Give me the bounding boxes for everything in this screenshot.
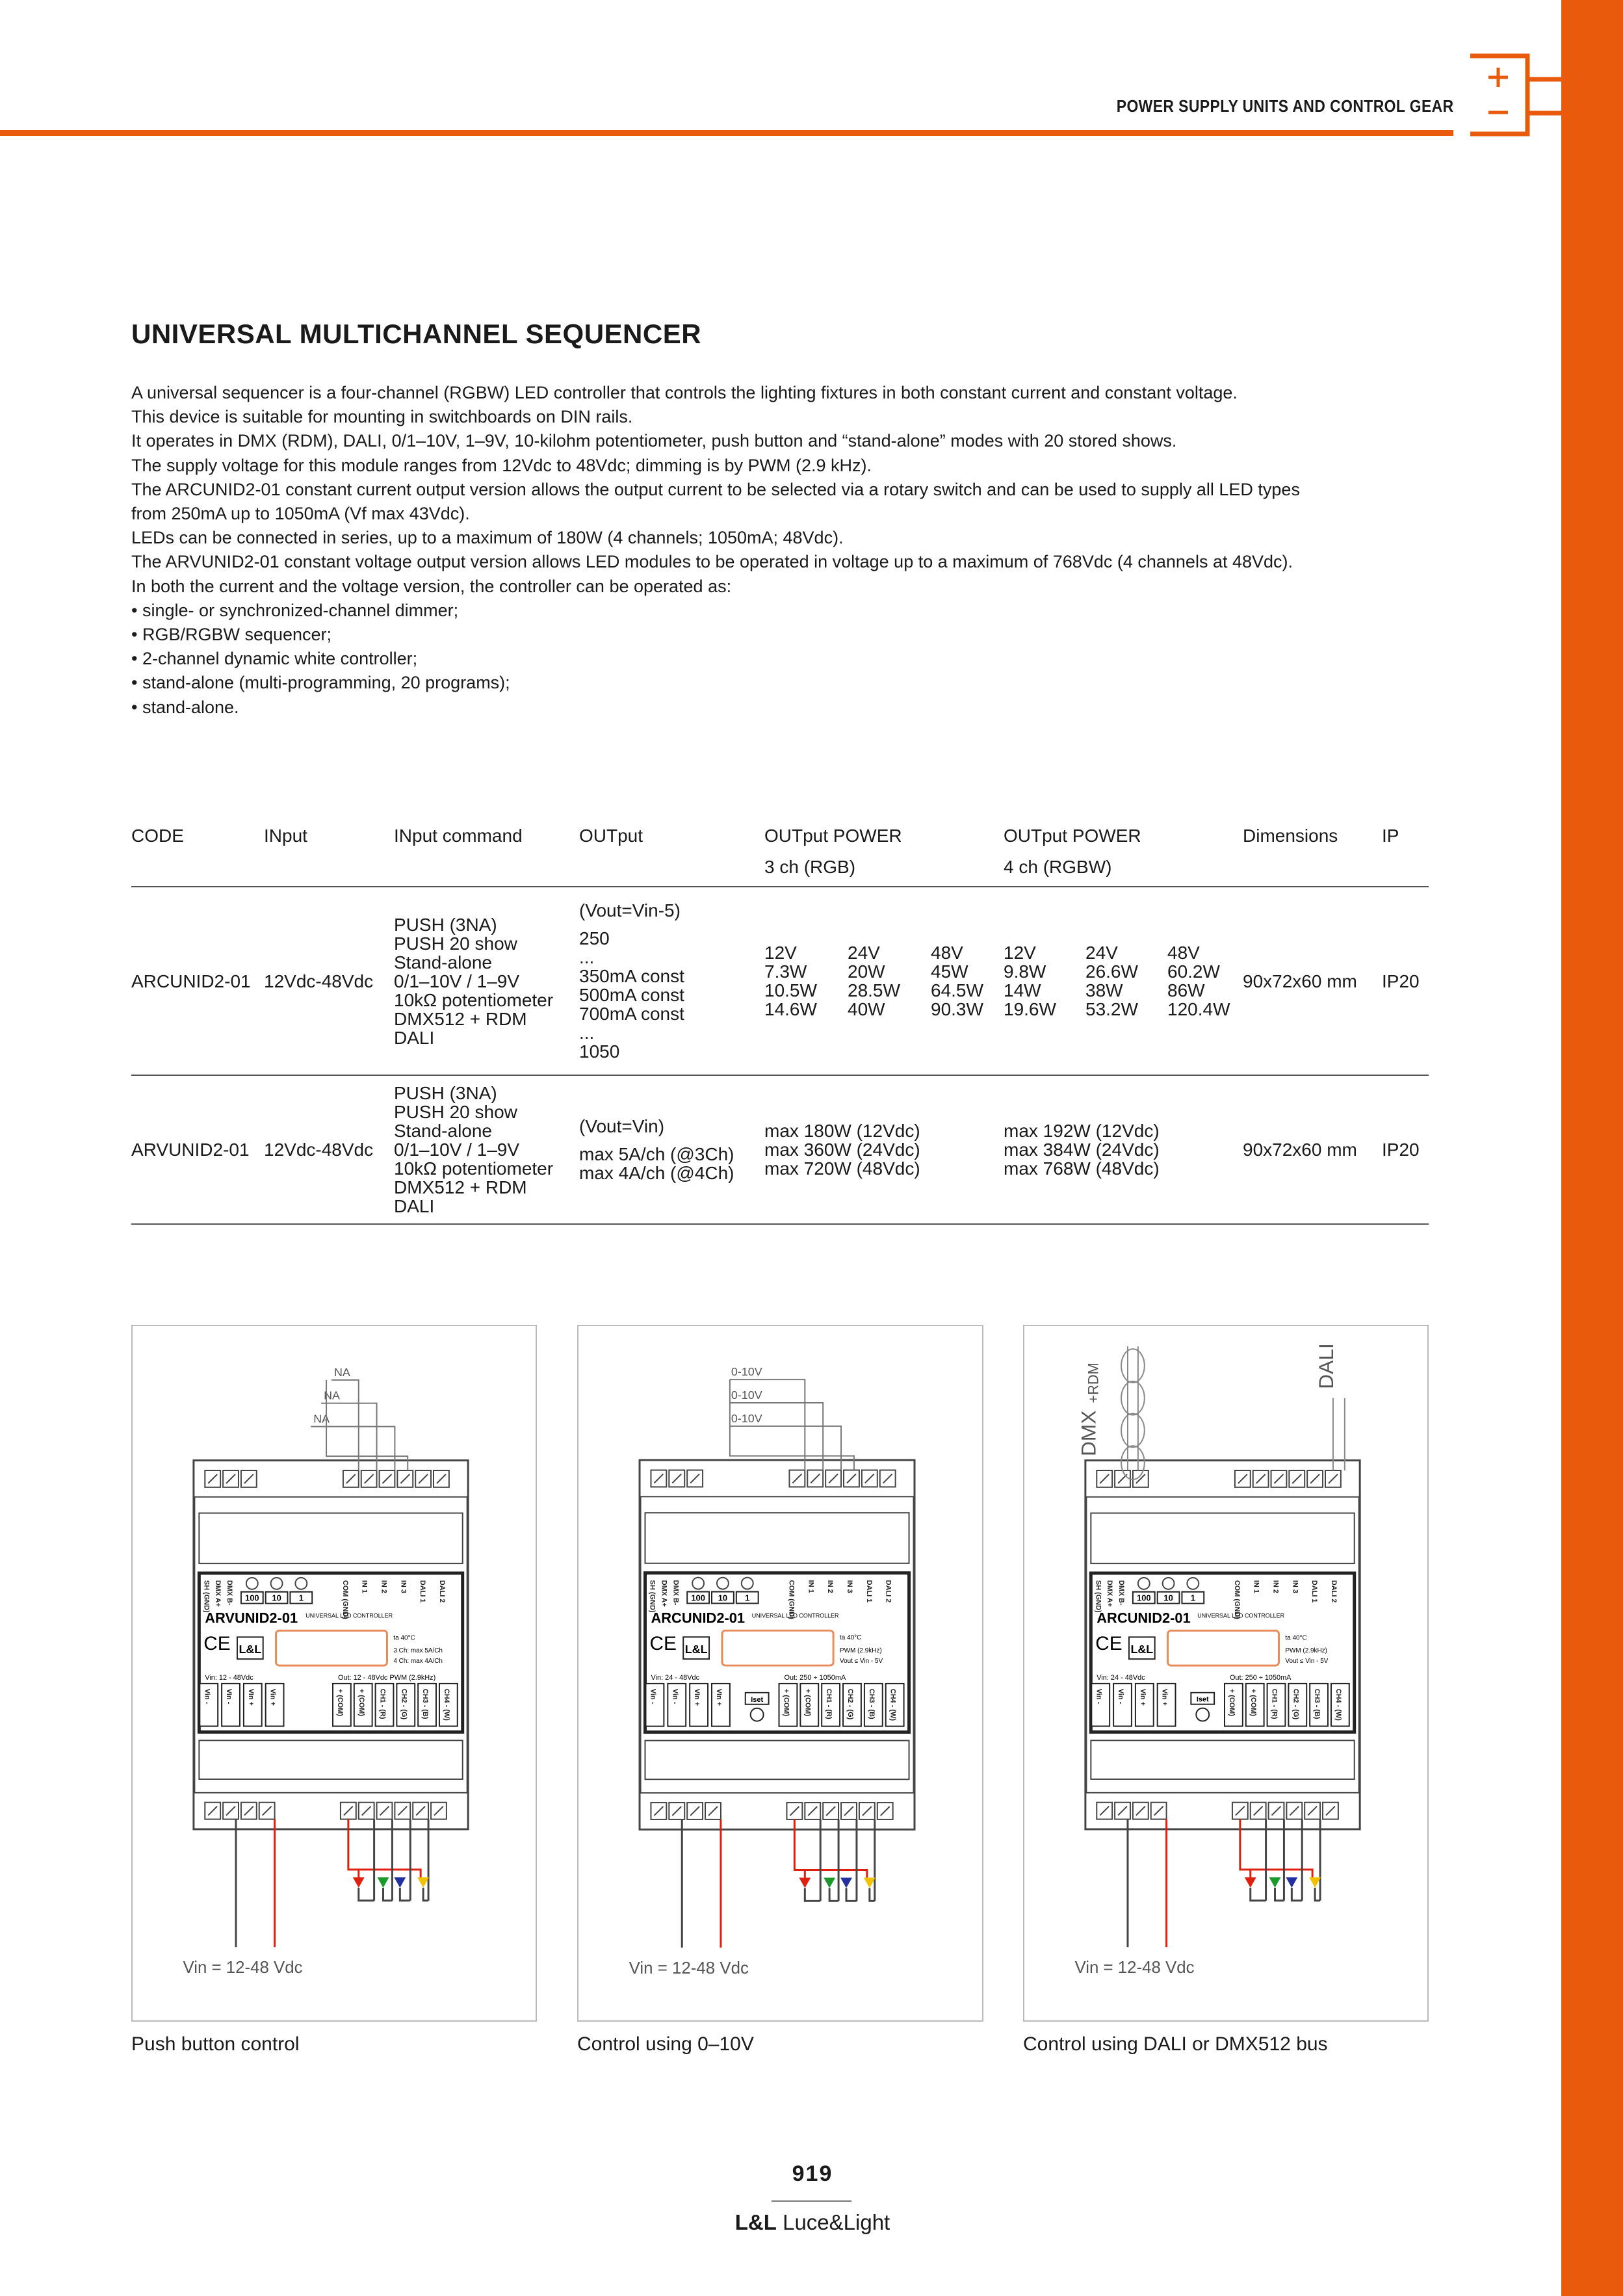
bus-label-dmx: DMX xyxy=(1076,1410,1100,1457)
vin-label: Vin = 12-48 Vdc xyxy=(629,1959,749,1977)
led-wire xyxy=(1292,1888,1302,1901)
module-spec: Out: 12 - 48Vdc PWM (2.9kHz) xyxy=(337,1673,436,1682)
intro-line: A universal sequencer is a four-channel (RGBW) LED controller that controls the lighting fixtures in both constant current and constant voltage. xyxy=(131,383,1238,402)
cell-input: 12Vdc-48Vdc xyxy=(264,887,394,1075)
bus-twist xyxy=(1121,1414,1145,1448)
terminal-label: Vin - xyxy=(203,1688,211,1704)
dial-label: 10 xyxy=(1163,1593,1173,1603)
diagram-caption: Control using 0–10V xyxy=(577,2033,754,2055)
terminal-label: IN 3 xyxy=(399,1580,408,1593)
module-spec: Vout ≤ Vin - 5V xyxy=(840,1658,883,1665)
rotary-dial xyxy=(1163,1578,1175,1589)
rotary-dial xyxy=(1187,1578,1199,1589)
th-ip: IP xyxy=(1382,826,1399,846)
rotary-dial xyxy=(295,1578,307,1589)
led-arrow-icon xyxy=(864,1877,876,1888)
terminal-label: + (COM) xyxy=(335,1688,344,1716)
model-name: ARCUNID2-01 xyxy=(1097,1610,1191,1626)
cell-ip: IP20 xyxy=(1382,1075,1429,1224)
terminal-label: CH2 - (G) xyxy=(1292,1688,1300,1720)
module-spec: Vin: 12 - 48Vdc xyxy=(205,1673,253,1682)
terminal-label: Vin + xyxy=(693,1688,701,1706)
terminal-label: DALI 2 xyxy=(884,1580,892,1603)
intro-bullet: • stand-alone. xyxy=(131,697,239,717)
terminal-label: IN 2 xyxy=(1271,1580,1280,1593)
th-power4: OUTput POWER xyxy=(1004,826,1141,846)
label-field xyxy=(722,1630,833,1665)
cell-command: PUSH (3NA) PUSH 20 show Stand-alone 0/1–10V / 1–9V 10kΩ potentiometer DMX512 + RDM DALI xyxy=(394,887,579,1075)
terminal-label: DMX A+ xyxy=(1106,1580,1114,1608)
terminal-label: + (COM) xyxy=(782,1688,790,1717)
module-window xyxy=(645,1513,909,1563)
terminal-label: IN 2 xyxy=(826,1580,835,1593)
rotary-dial xyxy=(246,1578,258,1589)
led-wire xyxy=(1275,1888,1284,1901)
led-arrow-icon xyxy=(1286,1877,1297,1888)
terminal-label: Vin + xyxy=(246,1688,255,1706)
bus-label-rdm: +RDM xyxy=(1085,1363,1102,1403)
terminal-label: CH1 - (R) xyxy=(825,1688,833,1719)
header-rule xyxy=(0,130,1453,136)
diagram-caption: Push button control xyxy=(131,2033,300,2055)
terminal-label: DMX B- xyxy=(671,1580,680,1606)
page-number: 919 xyxy=(792,2161,833,2186)
terminal-label: CH4 - (W) xyxy=(889,1688,897,1721)
cell-code: ARVUNID2-01 xyxy=(131,1075,264,1224)
module-spec: PWM (2.9kHz) xyxy=(1285,1647,1327,1655)
terminal-label: IN 1 xyxy=(1252,1580,1260,1593)
terminal-label: + (COM) xyxy=(1249,1688,1257,1716)
diagram-caption: Control using DALI or DMX512 bus xyxy=(1023,2033,1328,2055)
terminal-label: Vin - xyxy=(1117,1688,1125,1704)
intro-line: LEDs can be connected in series, up to a maximum of 180W (4 channels; 1050mA; 48Vdc). xyxy=(131,528,844,548)
terminal-label: CH3 - (B) xyxy=(867,1688,876,1719)
th-output: OUTput xyxy=(579,826,643,846)
th-code: CODE xyxy=(131,826,184,846)
module-window xyxy=(199,1740,462,1779)
dial-label: 100 xyxy=(1137,1593,1151,1603)
cell-output: (Vout=Vin) max 5A/ch (@3Ch) max 4A/ch (@4Ch) xyxy=(579,1075,764,1224)
terminal-label: SH (GND) xyxy=(648,1580,656,1613)
terminal-label: + (COM) xyxy=(803,1688,812,1717)
terminal-label: DALI 2 xyxy=(1329,1580,1338,1603)
dial-label: 100 xyxy=(691,1593,705,1603)
module-spec: Vin: 24 - 48Vdc xyxy=(651,1673,700,1682)
cell-dimensions: 90x72x60 mm xyxy=(1243,887,1382,1075)
diagram-svg xyxy=(578,1326,982,2020)
terminal-label: CH3 - (B) xyxy=(1313,1688,1321,1719)
bus-twist xyxy=(1121,1381,1145,1415)
terminal-label: CH4 - (W) xyxy=(1334,1688,1342,1721)
table-row xyxy=(131,887,1429,1075)
th-power3-sub: 3 ch (RGB) xyxy=(764,857,1004,887)
terminal-label: COM (GND) xyxy=(341,1580,349,1619)
spec-table xyxy=(131,826,1429,1225)
module-spec: Out: 250 ÷ 1050mA xyxy=(784,1673,846,1682)
th-input: INput xyxy=(264,826,307,846)
com-branch xyxy=(348,1870,359,1877)
input-label: 0-10V xyxy=(731,1411,762,1425)
terminal-label: DMX A+ xyxy=(214,1580,222,1608)
input-label: NA xyxy=(313,1412,330,1426)
terminal-label: Vin - xyxy=(225,1688,233,1704)
ce-mark: CE xyxy=(1095,1633,1123,1655)
terminal-label: DALI 1 xyxy=(864,1580,873,1603)
module-spec: ta 40°C xyxy=(393,1634,415,1642)
intro-line: This device is suitable for mounting in switchboards on DIN rails. xyxy=(131,407,633,427)
module-spec: 3 Ch: max 5A/Ch xyxy=(393,1647,443,1655)
vin-label: Vin = 12-48 Vdc xyxy=(1074,1959,1195,1977)
rotary-dial xyxy=(271,1578,283,1589)
terminal-label: Vin + xyxy=(268,1688,277,1706)
terminal-label: IN 3 xyxy=(846,1580,853,1593)
led-wire xyxy=(400,1888,410,1901)
module-subtitle: UNIVERSAL LED CONTROLLER xyxy=(751,1612,839,1619)
terminal-label: CH2 - (G) xyxy=(846,1688,854,1720)
cell-power3: 12V 24V 48V 7.3W 20W 45W 10.5W 28.5W 64.5W 14.6W 40W 90.3W xyxy=(764,887,1004,1075)
intro-bullet: • stand-alone (multi-programming, 20 programs); xyxy=(131,673,510,693)
led-wire xyxy=(359,1888,374,1901)
led-arrow-icon xyxy=(1245,1877,1256,1888)
dial-label: 10 xyxy=(718,1593,728,1603)
cell-power4: 12V 24V 48V 9.8W 26.6W 60.2W 14W 38W 86W 19.6W 53.2W 120.4W xyxy=(1004,887,1243,1075)
terminal-label: CH2 - (G) xyxy=(400,1688,408,1720)
intro-bullet: • RGB/RGBW sequencer; xyxy=(131,625,332,645)
input-label: NA xyxy=(334,1365,350,1379)
terminal-label: Vin - xyxy=(649,1688,657,1704)
terminal-label: IN 1 xyxy=(807,1580,815,1593)
rotary-dial xyxy=(742,1578,753,1589)
led-wire xyxy=(805,1888,820,1901)
bus-label-dali: DALI xyxy=(1314,1343,1338,1389)
cell-command: PUSH (3NA) PUSH 20 show Stand-alone 0/1–10V / 1–9V 10kΩ potentiometer DMX512 + RDM DALI xyxy=(394,1075,579,1224)
model-name: ARCUNID2-01 xyxy=(651,1610,746,1626)
bus-twist xyxy=(1121,1349,1145,1383)
led-wire xyxy=(383,1888,393,1901)
label-field xyxy=(276,1630,387,1665)
page-number-rule xyxy=(772,2200,851,2202)
terminal-label: DMX B- xyxy=(226,1580,234,1606)
module-subtitle: UNIVERSAL LED CONTROLLER xyxy=(305,1612,393,1619)
terminal-label: + (COM) xyxy=(1227,1688,1236,1716)
terminal-label: Vin - xyxy=(1095,1688,1103,1704)
ce-mark: CE xyxy=(649,1633,677,1655)
led-arrow-icon xyxy=(353,1877,365,1888)
cell-output: (Vout=Vin-5) 250 ... 350mA const 500mA const 700mA const ... 1050 xyxy=(579,887,764,1075)
com-branch xyxy=(794,1870,805,1878)
module-spec: Vout ≤ Vin - 5V xyxy=(1285,1658,1329,1665)
com-branch xyxy=(1240,1870,1251,1877)
module-window xyxy=(645,1741,909,1780)
module-spec: PWM (2.9kHz) xyxy=(840,1647,882,1655)
rotary-dial xyxy=(717,1578,729,1589)
led-arrow-icon xyxy=(378,1877,389,1888)
terminal-label: DMX A+ xyxy=(660,1580,668,1607)
terminal-label: DMX B- xyxy=(1117,1580,1126,1606)
input-label: 0-10V xyxy=(731,1389,762,1402)
intro-line: It operates in DMX (RDM), DALI, 0/1–10V, 1–9V, 10-kilohm potentiometer, push button and “stand-alone” modes with 20 stored shows. xyxy=(131,431,1177,451)
label-field xyxy=(1168,1630,1279,1665)
diagram-svg xyxy=(133,1326,536,2020)
terminal-label: CH1 - (R) xyxy=(378,1688,387,1719)
wiring-diagram-0-10v xyxy=(577,1325,983,2022)
cell-ip: IP20 xyxy=(1382,887,1429,1075)
footer-brand: L&L Luce&Light xyxy=(734,2210,890,2234)
input-label: NA xyxy=(324,1389,340,1402)
led-arrow-icon xyxy=(1309,1877,1321,1888)
th-dimensions: Dimensions xyxy=(1243,826,1338,846)
intro-line: In both the current and the voltage version, the controller can be operated as: xyxy=(131,576,732,596)
led-wire xyxy=(846,1888,857,1901)
iset-label: Iset xyxy=(751,1695,764,1704)
brand-logo-text: L&L xyxy=(239,1643,262,1656)
cell-power4: max 192W (12Vdc) max 384W (24Vdc) max 768W (48Vdc) xyxy=(1004,1075,1243,1224)
terminal-label: SH (GND) xyxy=(1094,1580,1102,1613)
th-input-command: INput command xyxy=(394,826,523,846)
led-arrow-icon xyxy=(417,1877,429,1888)
module-subtitle: UNIVERSAL LED CONTROLLER xyxy=(1197,1612,1285,1619)
wiring-diagram-push-button xyxy=(131,1325,537,2022)
rotary-dial xyxy=(1138,1578,1150,1589)
terminal-label: Vin + xyxy=(1160,1688,1169,1706)
intro-bullet: • 2-channel dynamic white controller; xyxy=(131,649,418,669)
vin-label: Vin = 12-48 Vdc xyxy=(183,1959,303,1977)
module-window xyxy=(1091,1740,1354,1779)
intro-line: from 250mA up to 1050mA (Vf max 43Vdc). xyxy=(131,504,470,524)
intro-bullet: • single- or synchronized-channel dimmer; xyxy=(131,600,459,620)
terminal-label: COM (GND) xyxy=(1232,1580,1241,1619)
led-wire xyxy=(829,1888,838,1901)
dial-label: 1 xyxy=(745,1593,750,1603)
brand-logo-text: L&L xyxy=(1130,1643,1154,1656)
terminal-label: DALI 2 xyxy=(437,1580,446,1603)
terminal-label: Vin + xyxy=(714,1688,723,1706)
dial-label: 10 xyxy=(272,1593,281,1603)
cell-input: 12Vdc-48Vdc xyxy=(264,1075,394,1224)
intro-line: The supply voltage for this module ranges from 12Vdc to 48Vdc; dimming is by PWM (2.9 kHz). xyxy=(131,455,872,475)
module-spec: Vin: 24 - 48Vdc xyxy=(1097,1673,1145,1682)
terminal-label: CH4 - (W) xyxy=(442,1688,450,1721)
led-arrow-icon xyxy=(840,1877,852,1888)
terminal-label: CH1 - (R) xyxy=(1270,1688,1279,1719)
intro-text xyxy=(131,381,1529,720)
terminal-label: Vin - xyxy=(671,1688,679,1704)
iset-label: Iset xyxy=(1196,1695,1209,1704)
terminal-label: SH (GND) xyxy=(202,1580,211,1613)
brand-logo-text: L&L xyxy=(684,1643,708,1656)
ce-mark: CE xyxy=(203,1633,231,1655)
iset-dial xyxy=(1196,1708,1209,1721)
input-label: 0-10V xyxy=(731,1365,762,1379)
terminal-label: Vin + xyxy=(1138,1688,1147,1706)
th-power4-sub: 4 ch (RGBW) xyxy=(1004,857,1243,887)
module-spec: Out: 250 ÷ 1050mA xyxy=(1229,1673,1292,1682)
intro-line: The ARCUNID2-01 constant current output version allows the output current to be selected via a rotary switch and can be used to supply all LED types xyxy=(131,479,1300,499)
cell-power3: max 180W (12Vdc) max 360W (24Vdc) max 720W (48Vdc) xyxy=(764,1075,1004,1224)
module-spec: 4 Ch: max 4A/Ch xyxy=(393,1658,443,1665)
intro-line: The ARVUNID2-01 constant voltage output version allows LED modules to be operated in voltage up to a maximum of 768Vdc (4 channels at 48Vdc). xyxy=(131,552,1293,572)
iset-dial xyxy=(751,1708,764,1721)
terminal-label: + (COM) xyxy=(357,1688,365,1716)
cell-dimensions: 90x72x60 mm xyxy=(1243,1075,1382,1224)
dial-label: 1 xyxy=(1190,1593,1195,1603)
led-wire xyxy=(1251,1888,1266,1901)
led-arrow-icon xyxy=(1269,1877,1281,1888)
module-window xyxy=(1091,1513,1354,1564)
side-accent-bar xyxy=(1561,0,1623,2296)
header-title: POWER SUPPLY UNITS AND CONTROL GEAR xyxy=(1117,96,1454,116)
module-spec: ta 40°C xyxy=(1285,1634,1307,1642)
terminal-label: COM (GND) xyxy=(787,1580,796,1619)
th-power3: OUTput POWER xyxy=(764,826,902,846)
table-row xyxy=(131,1075,1429,1224)
led-arrow-icon xyxy=(799,1877,811,1888)
module-window xyxy=(199,1513,462,1564)
dial-label: 1 xyxy=(298,1593,304,1603)
wiring-diagram-dali-dmx xyxy=(1023,1325,1429,2022)
terminal-label: IN 1 xyxy=(360,1580,369,1593)
plus-minus-icon xyxy=(1466,53,1561,137)
terminal-label: CH3 - (B) xyxy=(421,1688,430,1719)
terminal-label: DALI 1 xyxy=(419,1580,427,1603)
terminal-label: DALI 1 xyxy=(1310,1580,1319,1603)
page-title: UNIVERSAL MULTICHANNEL SEQUENCER xyxy=(131,319,702,349)
led-arrow-icon xyxy=(824,1877,835,1888)
dial-label: 100 xyxy=(245,1593,259,1603)
rotary-dial xyxy=(692,1578,704,1589)
terminal-label: IN 3 xyxy=(1291,1580,1299,1593)
module-spec: ta 40°C xyxy=(840,1634,862,1642)
terminal-label: IN 2 xyxy=(380,1580,388,1593)
led-arrow-icon xyxy=(394,1877,406,1888)
cell-code: ARCUNID2-01 xyxy=(131,887,264,1075)
diagram-svg xyxy=(1024,1326,1427,2020)
model-name: ARVUNID2-01 xyxy=(205,1610,298,1626)
